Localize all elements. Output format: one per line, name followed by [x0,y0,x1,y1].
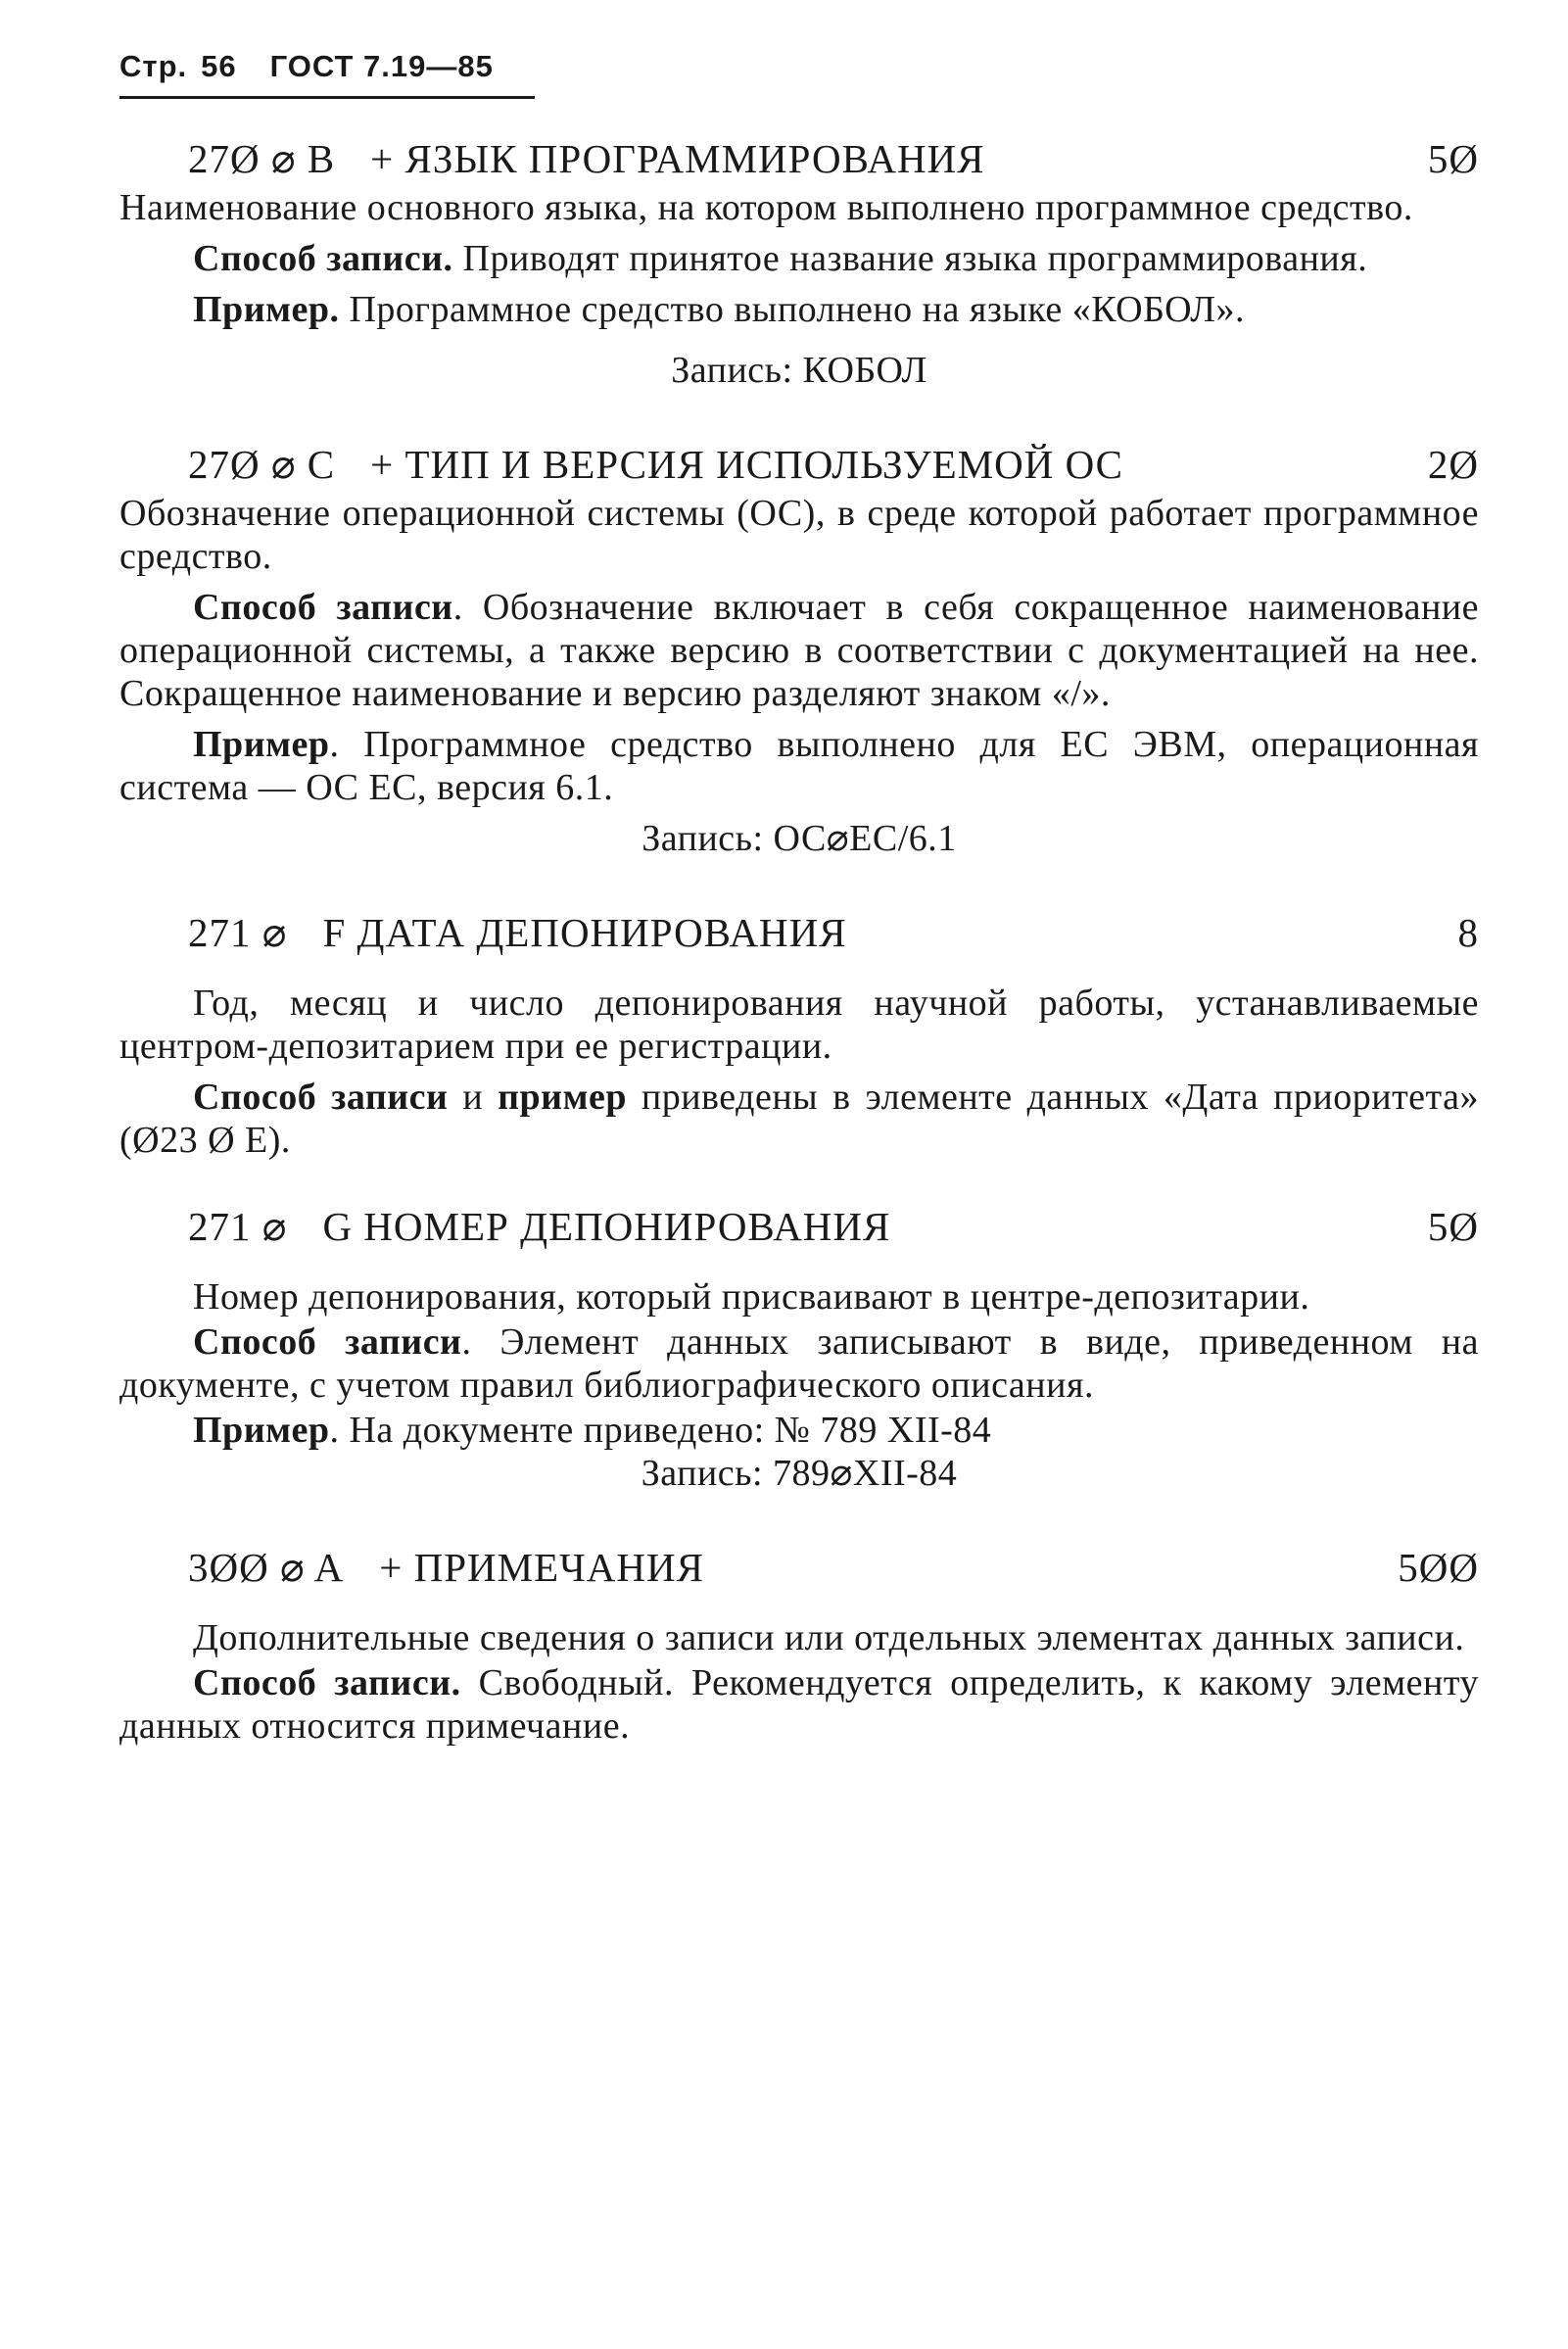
entry-code: 27Ø ⌀ C [188,442,336,487]
method-label: Способ записи. [193,1662,461,1703]
entry-description: Дополнительные сведения о записи или отдельных элементах данных записи. [193,1617,1465,1658]
example-label: Пример. [193,289,340,330]
entry-title: + ПРИМЕЧАНИЯ [379,1545,704,1590]
entry-record: Запись: 789⌀XII-84 [641,1453,958,1494]
entry-title: + ЯЗЫК ПРОГРАММИРОВАНИЯ [370,136,985,181]
method-text: приведены в элементе данных «Дата приоритета» (Ø23 Ø E). [119,1077,1479,1161]
entry-record: Запись: КОБОЛ [671,350,927,391]
method-text: . Элемент данных записывают в виде, приведенном на документе, с учетом правил библиографического описания. [119,1321,1479,1406]
example-text: Программное средство выполнено на языке «КОБОЛ». [349,289,1245,330]
entry-description: Номер депонирования, который присваивают в центре-депозитарии. [193,1276,1310,1318]
entry-heading [188,1205,1479,1248]
page-number: 56 [201,49,237,83]
method-text: . Обозначение включает в себя сокращенное наименование операционной системы, а также версию в соответствии с документацией на нее. Сокращенное наименование и версию разделяют знаком «/». [119,587,1480,714]
entry-length: 5Ø [1427,1204,1479,1249]
method-text: Свободный. Рекомендуется определить, к какому элементу данных относится примечание. [119,1662,1479,1747]
example-label: Пример [193,724,330,765]
entry-title: F ДАТА ДЕПОНИРОВАНИЯ [322,910,847,955]
entry-deposit-number [119,1205,1479,1495]
entry-programming-language [119,137,1479,392]
example-text: . Программное средство выполнено для ЕС ЭВМ, операционная система — ОС ЕС, версия 6.1. [119,724,1479,808]
entry-os-type-version [119,443,1479,860]
entry-length: 2Ø [1427,442,1479,487]
entry-example [119,1409,1479,1452]
entry-description: Год, месяц и число депонирования научной работы, устанавливаемые центром-депозитарием при ее регистрации. [119,983,1479,1067]
entry-code: 27Ø ⌀ B [188,136,336,181]
page-content [119,137,1479,1755]
entry-deposit-date [119,911,1479,1162]
entry-method [119,1320,1479,1407]
entry-length: 8 [1457,910,1479,955]
entry-code: 3ØØ ⌀ A [188,1545,345,1590]
entry-length: 5ØØ [1398,1545,1479,1590]
entry-code: 271 ⌀ [188,910,288,955]
entry-method [119,586,1479,715]
entry-description: Обозначение операционной системы (ОС), в среде которой работает программное средство. [119,493,1479,577]
entry-heading [188,443,1479,486]
entry-example [119,288,1479,331]
entry-method [119,237,1479,280]
entry-notes [119,1546,1479,1748]
entry-record: Запись: ОС⌀ЕС/6.1 [641,818,957,859]
entry-length: 5Ø [1427,136,1479,181]
example-label: пример [498,1077,627,1118]
method-text: Приводят принятое название языка программирования. [462,238,1368,279]
example-text: . На документе приведено: № 789 XII-84 [329,1410,992,1451]
entry-method [119,1076,1479,1162]
method-connector: и [448,1077,499,1118]
method-label: Способ записи [193,1077,449,1118]
entry-title: + ТИП И ВЕРСИЯ ИСПОЛЬЗУЕМОЙ ОС [370,442,1124,487]
entry-method [119,1661,1479,1748]
example-label: Пример [193,1410,330,1451]
entry-description: Наименование основного языка, на котором выполнено программное средство. [119,187,1413,228]
entry-heading [188,1546,1479,1589]
method-label: Способ записи [193,1321,462,1363]
standard-designation: ГОСТ 7.19—85 [269,49,494,83]
entry-heading [188,911,1479,954]
page-prefix: Стр. [119,49,188,83]
page-header [119,49,535,99]
entry-title: G НОМЕР ДЕПОНИРОВАНИЯ [322,1204,891,1249]
method-label: Способ записи. [193,238,453,279]
entry-heading [188,137,1479,180]
method-label: Способ записи [193,587,453,628]
entry-example [119,723,1479,809]
entry-code: 271 ⌀ [188,1204,288,1249]
